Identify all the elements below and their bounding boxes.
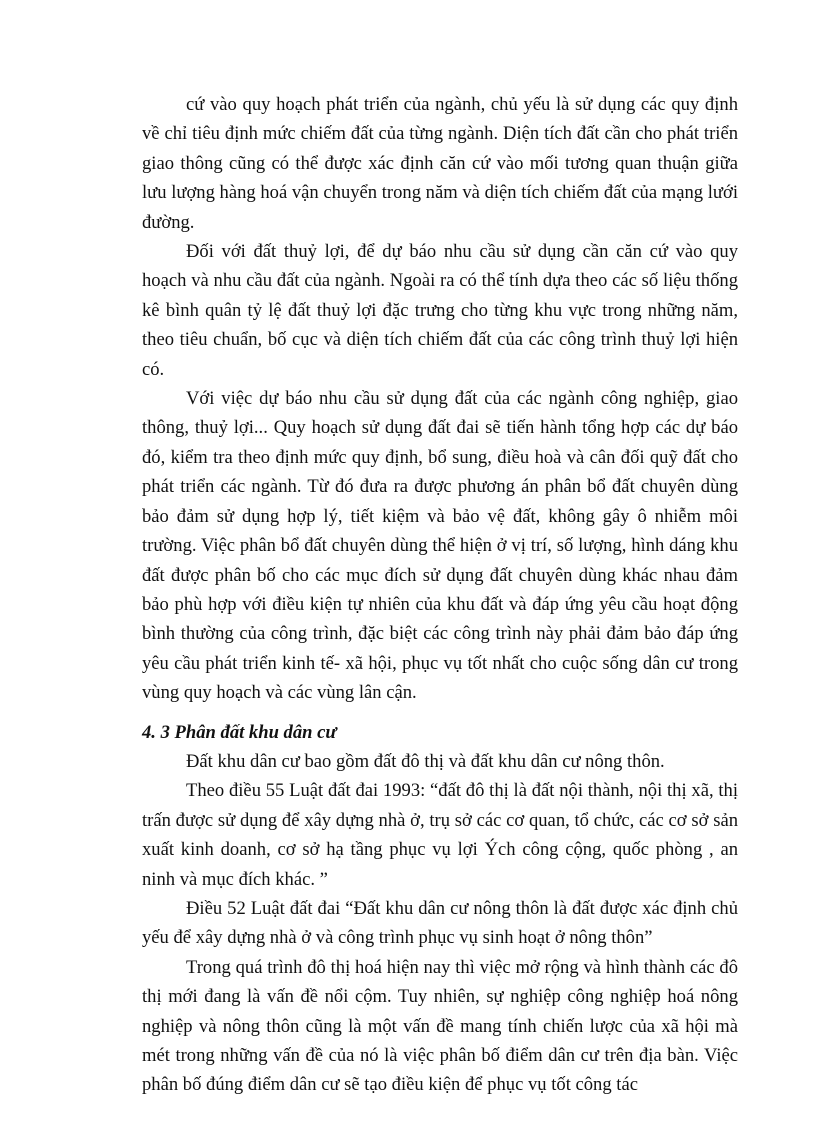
body-paragraph: Trong quá trình đô thị hoá hiện nay thì việc mở rộng và hình thành các đô thị mới đang là vấn đề nổi cộm. Tuy nhiên, sự nghiệp công nghiệp hoá nông nghiệp và nông thôn cũng là một vấn đề mang tính chiến lược của xã hội mà mét trong những vấn đề của nó là việc phân bố điểm dân cư trên địa bàn. Việc phân bố đúng điểm dân cư sẽ tạo điều kiện để phục vụ tốt công tác (142, 956, 738, 1096)
body-paragraph: Theo điều 55 Luật đất đai 1993: “đất đô thị là đất nội thành, nội thị xã, thị trấn được sử dụng để xây dựng nhà ở, trụ sở các cơ quan, tổ chức, các cơ sở sản xuất kinh doanh, cơ sở hạ tầng phục vụ lợi Ých công cộng, quốc phòng , an ninh và mục đích khác. ” (142, 780, 738, 890)
page-content (142, 90, 738, 1100)
section-heading: 4. 3 Phân đất khu dân cư (142, 721, 337, 743)
body-paragraph: cứ vào quy hoạch phát triển của ngành, chủ yếu là sử dụng các quy định về chỉ tiêu định mức chiếm đất của từng ngành. Diện tích đất cần cho phát triển giao thông cũng có thể được xác định căn cứ vào mối tương quan thuận giữa lưu lượng hàng hoá vận chuyển trong năm và diện tích chiếm đất của mạng lưới đường. (142, 94, 738, 233)
body-paragraph: Với việc dự báo nhu cầu sử dụng đất của các ngành công nghiệp, giao thông, thuỷ lợi... Quy hoạch sử dụng đất đai sẽ tiến hành tổng hợp các dự báo đó, kiểm tra theo định mức quy định, bổ sung, điều hoà và cân đối quỹ đất cho phát triển các ngành. Từ đó đưa ra được phương án phân bổ đất chuyên dùng bảo đảm sử dụng hợp lý, tiết kiệm và bảo vệ đất, không gây ô nhiễm môi trường. Việc phân bổ đất chuyên dùng thể hiện ở vị trí, số lượng, hình dáng khu đất được phân bố cho các mục đích sử dụng đất chuyên dùng khác nhau đảm bảo phù hợp với điều kiện tự nhiên của khu đất và đáp ứng yêu cầu hoạt động bình thường của công trình, đặc biệt các công trình này phải đảm bảo đáp ứng yêu cầu phát triển kinh tế- xã hội, phục vụ tốt nhất cho cuộc sống dân cư trong vùng quy hoạch và các vùng lân cận. (142, 388, 738, 704)
body-paragraph: Điều 52 Luật đất đai “Đất khu dân cư nông thôn là đất được xác định chủ yếu để xây dựng nhà ở và công trình phục vụ sinh hoạt ở nông thôn” (142, 897, 738, 949)
body-paragraph: Đất khu dân cư bao gồm đất đô thị và đất khu dân cư nông thôn. (186, 750, 665, 772)
body-paragraph: Đối với đất thuỷ lợi, để dự báo nhu cầu sử dụng cần căn cứ vào quy hoạch và nhu cầu đất của ngành. Ngoài ra có thể tính dựa theo các số liệu thống kê bình quân tỷ lệ đất thuỷ lợi đặc trưng cho từng khu vực trong những năm, theo tiêu chuẩn, bố cục và diện tích chiếm đất của các công trình thuỷ lợi hiện có. (142, 241, 738, 380)
